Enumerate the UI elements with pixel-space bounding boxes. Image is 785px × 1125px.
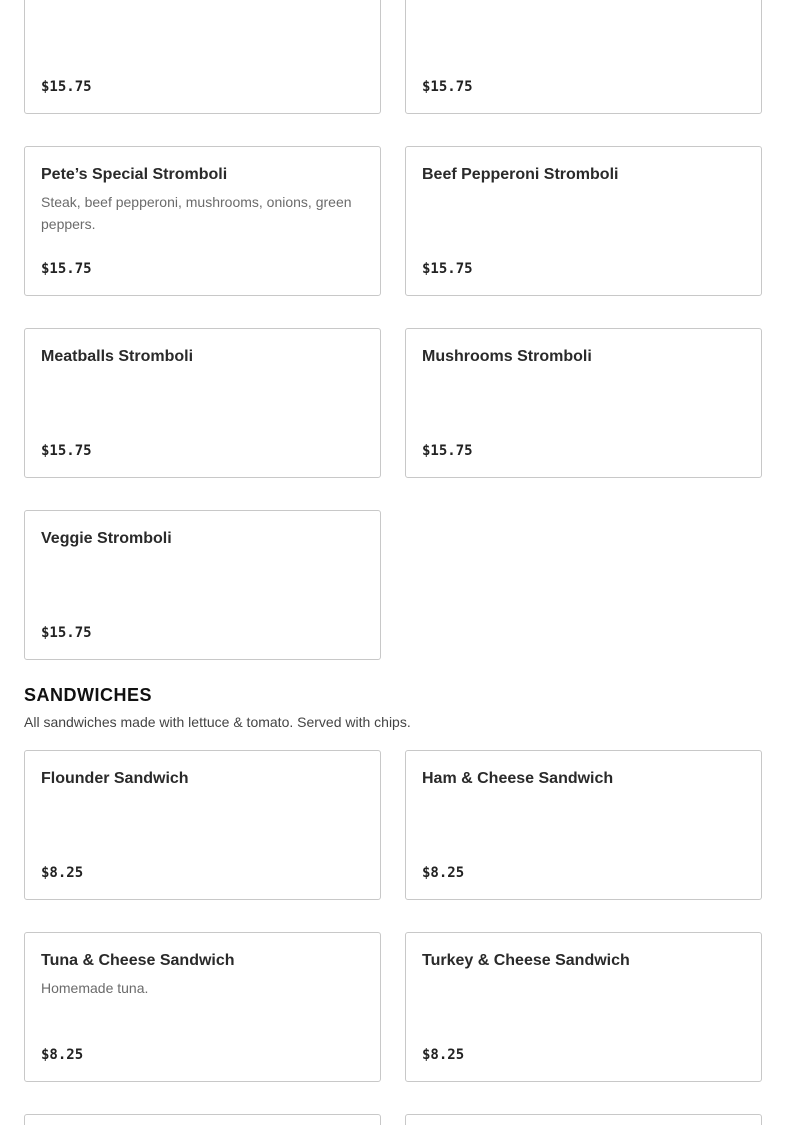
menu-item-card[interactable]: [24, 1114, 381, 1125]
menu-item-name: Flounder Sandwich: [41, 770, 189, 787]
menu-item-price: $15.75: [41, 443, 92, 459]
menu-item-name: Tuna & Cheese Sandwich: [41, 952, 235, 969]
menu-item-price: $15.75: [422, 443, 473, 459]
menu-item-name: Beef Pepperoni Stromboli: [422, 166, 619, 183]
menu-item-price: $15.75: [422, 79, 473, 95]
menu-item-card[interactable]: [405, 328, 762, 478]
section-description: All sandwiches made with lettuce & tomato. Served with chips.: [24, 714, 411, 730]
menu-item-card[interactable]: [405, 0, 762, 114]
menu-item-card[interactable]: [24, 0, 381, 114]
menu-item-card[interactable]: [405, 932, 762, 1082]
menu-item-card[interactable]: [24, 510, 381, 660]
menu-item-card[interactable]: [405, 750, 762, 900]
menu-item-description: Homemade tuna.: [41, 980, 149, 996]
menu-item-name: Pete’s Special Stromboli: [41, 166, 228, 183]
menu-item-price: $8.25: [422, 1047, 465, 1063]
menu-item-card[interactable]: [405, 146, 762, 296]
menu-item-price: $15.75: [41, 261, 92, 277]
menu-item-name: Ham & Cheese Sandwich: [422, 770, 614, 787]
menu-item-name: Veggie Stromboli: [41, 530, 172, 547]
menu-item-price: $15.75: [422, 261, 473, 277]
menu-item-name: Turkey & Cheese Sandwich: [422, 952, 630, 969]
menu-item-card[interactable]: [24, 750, 381, 900]
section-title: SANDWICHES: [24, 685, 153, 705]
menu-item-card[interactable]: [24, 328, 381, 478]
menu-item-name: Meatballs Stromboli: [41, 348, 194, 365]
menu-item-price: $15.75: [41, 625, 92, 641]
menu-item-name: Mushrooms Stromboli: [422, 348, 592, 365]
menu-item-description: Steak, beef pepperoni, mushrooms, onions, green peppers.: [41, 194, 352, 232]
menu-item-price: $8.25: [41, 865, 84, 881]
menu-item-price: $15.75: [41, 79, 92, 95]
menu-item-card[interactable]: [24, 932, 381, 1082]
menu-item-price: $8.25: [422, 865, 465, 881]
menu-item-card[interactable]: [405, 1114, 762, 1125]
menu-item-price: $8.25: [41, 1047, 84, 1063]
menu-item-card[interactable]: [24, 146, 381, 296]
